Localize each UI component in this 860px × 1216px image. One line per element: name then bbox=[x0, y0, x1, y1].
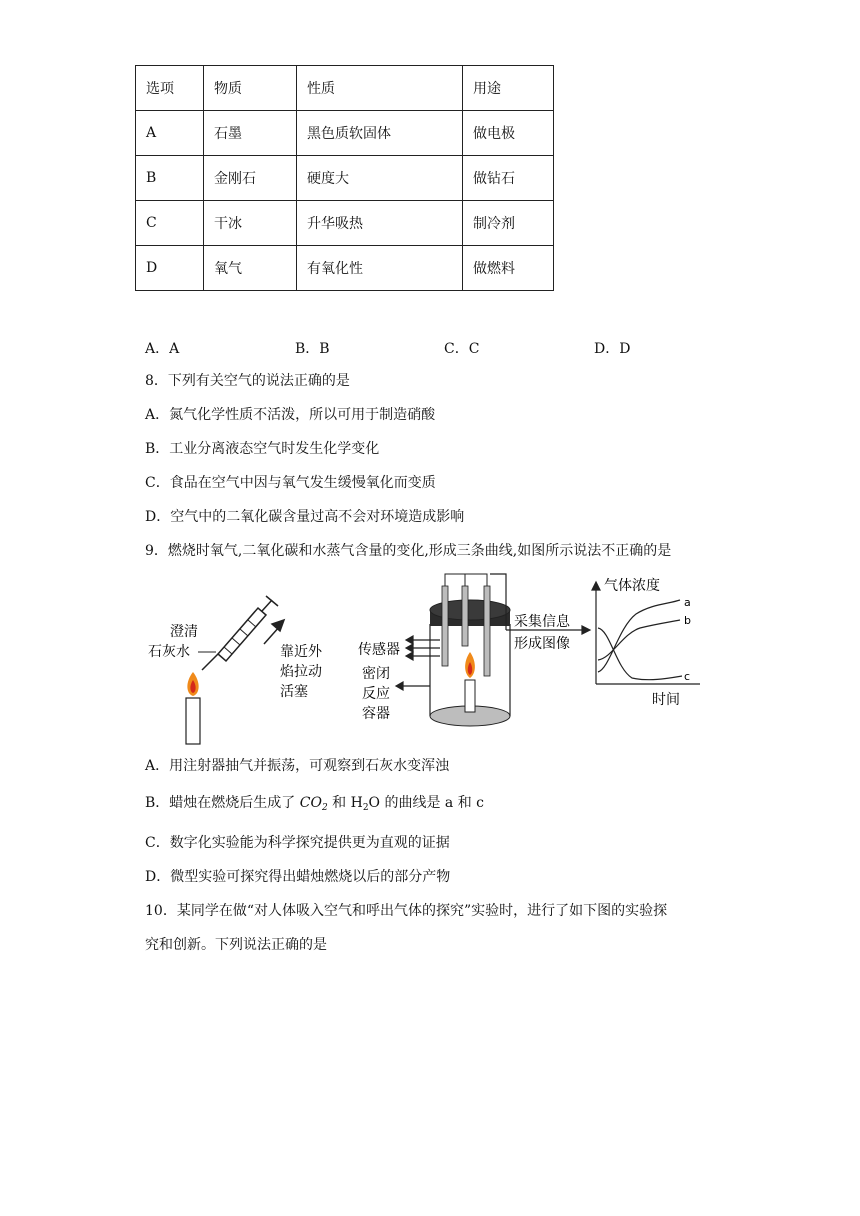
container-label: 容器 bbox=[362, 706, 390, 722]
table-cell: 有氧化性 bbox=[297, 246, 463, 291]
table-header-cell: 性质 bbox=[297, 66, 463, 111]
table-cell: 做钻石 bbox=[463, 156, 554, 201]
table-header-cell: 物质 bbox=[204, 66, 297, 111]
q7-option-c: C．C bbox=[444, 341, 480, 357]
q10-stem-line1: 10．某同学在做“对人体吸入空气和呼出气体的探究”实验时，进行了如下图的实验探 bbox=[145, 903, 668, 919]
q9-option-a: A．用注射器抽气并振荡，可观察到石灰水变浑浊 bbox=[145, 758, 450, 774]
container-label: 密闭 bbox=[362, 666, 390, 682]
arrow-label: 焰拉动 bbox=[280, 664, 322, 680]
curve-a bbox=[598, 600, 680, 672]
table-header-row bbox=[136, 66, 554, 111]
q9-figure bbox=[140, 568, 720, 748]
q9-option-b bbox=[145, 792, 484, 813]
table-cell: 硬度大 bbox=[297, 156, 463, 201]
table-cell: 黑色质软固体 bbox=[297, 111, 463, 156]
table-cell: A bbox=[136, 111, 204, 156]
curve-c-label: c bbox=[684, 670, 691, 683]
curve-c bbox=[598, 628, 682, 680]
q9-option-b-tail: 的曲线是 a 和 c bbox=[384, 795, 485, 811]
syringe-label: 澄清 bbox=[170, 624, 198, 640]
table-row bbox=[136, 246, 554, 291]
table-cell: 做电极 bbox=[463, 111, 554, 156]
q7-option-a: A．A bbox=[145, 341, 180, 357]
q7-option-b: B．B bbox=[295, 341, 330, 357]
and-word: 和 bbox=[332, 795, 347, 811]
table-cell: 制冷剂 bbox=[463, 201, 554, 246]
h2o-formula: $H_2O$ bbox=[350, 795, 381, 813]
candle-icon bbox=[186, 672, 200, 744]
table-cell: C bbox=[136, 201, 204, 246]
q9-option-b-text: B．蜡烛在燃烧后生成了 bbox=[145, 795, 296, 811]
table-header-cell: 用途 bbox=[463, 66, 554, 111]
arrow-label: 活塞 bbox=[280, 684, 308, 700]
properties-table bbox=[135, 65, 554, 291]
q9-option-c: C．数字化实验能为科学探究提供更为直观的证据 bbox=[145, 835, 450, 851]
x-axis-label: 时间 bbox=[652, 692, 680, 708]
q7-option-d: D．D bbox=[594, 341, 631, 357]
table-cell: D bbox=[136, 246, 204, 291]
q10-stem-line2: 究和创新。下列说法正确的是 bbox=[145, 937, 327, 953]
sensor-label: 传感器 bbox=[358, 642, 400, 658]
q9-option-d: D．微型实验可探究得出蜡烛燃烧以后的部分产物 bbox=[145, 869, 451, 885]
pull-arrow-icon bbox=[264, 620, 284, 644]
table-cell: 干冰 bbox=[204, 201, 297, 246]
syringe-icon bbox=[202, 596, 278, 670]
q8-option-c: C．食品在空气中因与氧气发生缓慢氧化而变质 bbox=[145, 475, 436, 491]
q8-option-d: D．空气中的二氧化碳含量过高不会对环境造成影响 bbox=[145, 509, 465, 525]
table-cell: 石墨 bbox=[204, 111, 297, 156]
table-row bbox=[136, 111, 554, 156]
collect-label: 形成图像 bbox=[514, 636, 570, 652]
reaction-container-icon bbox=[430, 574, 510, 726]
table-header-cell: 选项 bbox=[136, 66, 204, 111]
table-cell: 金刚石 bbox=[204, 156, 297, 201]
table-row bbox=[136, 201, 554, 246]
collect-label: 采集信息 bbox=[514, 614, 570, 630]
curve-b-label: b bbox=[684, 614, 691, 627]
q8-stem: 8．下列有关空气的说法正确的是 bbox=[145, 373, 350, 389]
container-label: 反应 bbox=[362, 686, 390, 702]
q8-option-b: B．工业分离液态空气时发生化学变化 bbox=[145, 441, 380, 457]
curve-a-label: a bbox=[684, 596, 691, 609]
q8-option-a: A．氮气化学性质不活泼，所以可用于制造硝酸 bbox=[145, 407, 436, 423]
table-cell: 做燃料 bbox=[463, 246, 554, 291]
curve-b bbox=[598, 620, 680, 660]
table-cell: B bbox=[136, 156, 204, 201]
y-axis-label: 气体浓度 bbox=[604, 578, 660, 594]
table-row bbox=[136, 156, 554, 201]
table-cell: 氧气 bbox=[204, 246, 297, 291]
syringe-label: 石灰水 bbox=[148, 644, 190, 660]
co2-formula: $CO_2$ bbox=[299, 795, 328, 813]
q9-stem: 9．燃烧时氧气,二氧化碳和水蒸气含量的变化,形成三条曲线,如图所示说法不正确的是 bbox=[145, 543, 672, 559]
table-cell: 升华吸热 bbox=[297, 201, 463, 246]
arrow-label: 靠近外 bbox=[280, 644, 322, 660]
